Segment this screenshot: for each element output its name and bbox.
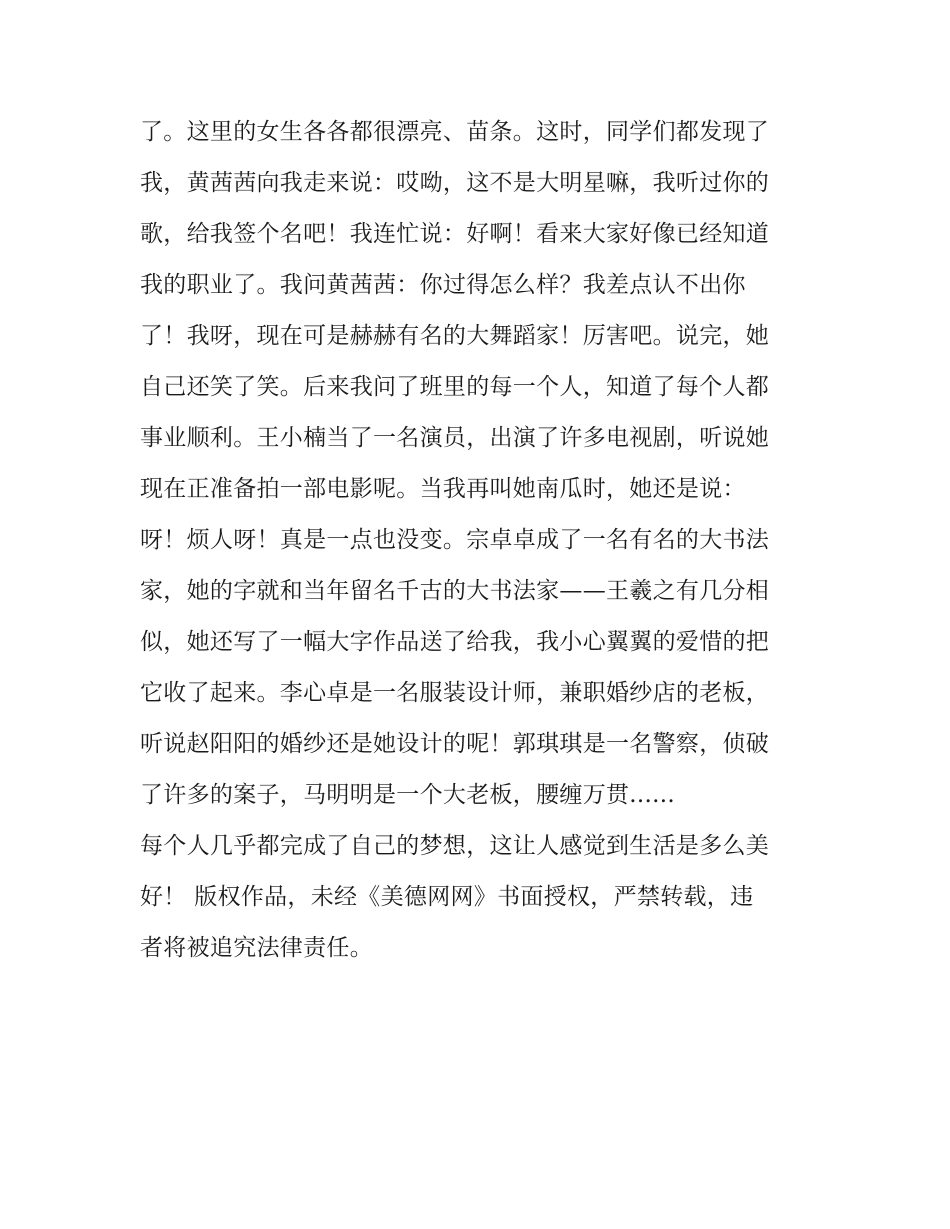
text-line-11: 似，她还写了一幅大字作品送了给我，我小心翼翼的爱惜的把 bbox=[140, 629, 770, 655]
text-line-3: 歌，给我签个名吧！我连忙说：好啊！看来大家好像已经知道 bbox=[140, 221, 770, 247]
text-line-9: 呀！烦人呀！真是一点也没变。宗卓卓成了一名有名的大书法 bbox=[140, 527, 770, 553]
text-line-1: 了。这里的女生各各都很漂亮、苗条。这时，同学们都发现了 bbox=[140, 119, 770, 145]
text-line-16: 好！ 版权作品，未经《美德网网》书面授权，严禁转载，违 bbox=[140, 884, 754, 910]
text-line-15: 每个人几乎都完成了自己的梦想，这让人感觉到生活是多么美 bbox=[140, 833, 770, 859]
text-line-17: 者将被追究法律责任。 bbox=[140, 935, 373, 961]
body-text bbox=[140, 107, 840, 974]
text-line-5: 了！我呀，现在可是赫赫有名的大舞蹈家！厉害吧。说完，她 bbox=[140, 323, 770, 349]
text-line-4: 我的职业了。我问黄茜茜：你过得怎么样？我差点认不出你 bbox=[140, 272, 746, 298]
text-line-7: 事业顺利。王小楠当了一名演员，出演了许多电视剧，听说她 bbox=[140, 425, 770, 451]
text-line-14: 了许多的案子，马明明是一个大老板，腰缠万贯...... bbox=[140, 782, 675, 808]
text-line-10: 家，她的字就和当年留名千古的大书法家——王羲之有几分相 bbox=[140, 578, 770, 604]
text-line-6: 自己还笑了笑。后来我问了班里的每一个人，知道了每个人都 bbox=[140, 374, 770, 400]
text-line-12: 它收了起来。李心卓是一名服装设计师，兼职婚纱店的老板， bbox=[140, 680, 770, 706]
text-line-8: 现在正准备拍一部电影呢。当我再叫她南瓜时，她还是说： bbox=[140, 476, 746, 502]
text-line-13: 听说赵阳阳的婚纱还是她设计的呢！郭琪琪是一名警察，侦破 bbox=[140, 731, 770, 757]
text-line-2: 我，黄茜茜向我走来说：哎呦，这不是大明星嘛，我听过你的 bbox=[140, 170, 770, 196]
